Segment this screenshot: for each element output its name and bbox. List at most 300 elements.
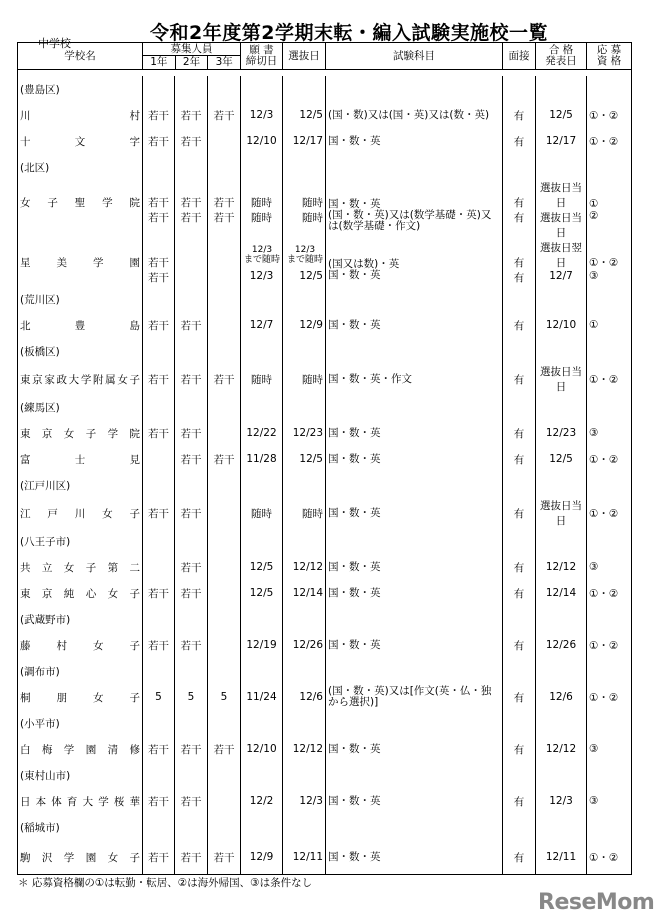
recruit-y2: 若干: [175, 788, 208, 814]
interview: 有: [503, 270, 536, 286]
empty-cell: [536, 606, 587, 632]
exam-subjects: (国・数)又は(国・英)又は(数・英): [326, 102, 503, 128]
empty-cell: [587, 762, 631, 788]
recruit-y1: 若干: [143, 270, 175, 286]
exam-date: 随時: [283, 210, 326, 240]
school-name: 東京女子学院: [20, 427, 140, 440]
region-label: (江戸川区): [18, 472, 143, 498]
header-recruit: [143, 43, 241, 69]
recruit-y1: 若干: [143, 210, 175, 240]
empty-cell: [536, 528, 587, 554]
recruit-y1: 若干: [143, 420, 175, 446]
region-label: (小平市): [18, 710, 143, 736]
eligibility: ①: [589, 198, 599, 210]
interview: 有: [503, 420, 536, 446]
application-deadline: 12/10: [241, 736, 283, 762]
eligibility: ①・②: [589, 453, 619, 466]
interview: 有: [503, 312, 536, 338]
school-name-cell: [18, 270, 143, 286]
empty-cell: [503, 606, 536, 632]
recruit-y3: 若干: [208, 736, 241, 762]
interview: 有: [503, 840, 536, 874]
application-deadline: 随時: [241, 180, 283, 210]
empty-cell: [503, 338, 536, 364]
empty-cell: [503, 394, 536, 420]
empty-cell: [241, 528, 283, 554]
recruit-y3: [208, 554, 241, 580]
result-date: 12/5: [536, 446, 587, 472]
header-eligibility: 応 募 資 格: [596, 44, 622, 67]
result-date: 12/23: [536, 420, 587, 446]
empty-cell: [175, 762, 208, 788]
recruit-y3: [208, 240, 241, 270]
eligibility: ①・②: [589, 257, 619, 269]
school-name-cell: [18, 632, 143, 658]
empty-cell: [241, 394, 283, 420]
result-date: 12/12: [536, 736, 587, 762]
table-body: [18, 70, 631, 874]
school-name: 星美学園: [20, 257, 140, 269]
empty-cell: [503, 76, 536, 102]
school-name: 日本体育大学桜華: [20, 795, 140, 808]
header-interview: 面接: [503, 43, 536, 69]
exam-date: 12/12: [283, 736, 326, 762]
empty-cell: [175, 528, 208, 554]
application-deadline: 12/2: [241, 788, 283, 814]
recruit-y1: 若干: [143, 312, 175, 338]
eligibility: ②: [589, 210, 599, 222]
empty-cell: [326, 286, 503, 312]
exam-subjects: 国・数・英・作文: [326, 364, 503, 394]
interview: 有: [503, 580, 536, 606]
empty-cell: [536, 286, 587, 312]
school-name-cell: [18, 684, 143, 710]
empty-cell: [143, 472, 175, 498]
exam-date: 12/6: [283, 684, 326, 710]
school-row: [18, 788, 631, 814]
recruit-y1: 若干: [143, 180, 175, 210]
recruit-y1: 若干: [143, 840, 175, 874]
eligibility: ①・②: [589, 507, 619, 520]
eligibility: ③: [589, 427, 599, 439]
header-recruit-label: 募集人員: [143, 43, 240, 56]
application-deadline: 12/10: [241, 128, 283, 154]
empty-cell: [536, 710, 587, 736]
exam-date: 12/5: [283, 446, 326, 472]
recruit-y3: [208, 128, 241, 154]
exam-subjects: (国又は数)・英: [326, 240, 503, 270]
header-y3: 3年: [207, 56, 240, 69]
exam-subjects: 国・数・英: [326, 270, 503, 286]
empty-cell: [143, 286, 175, 312]
empty-cell: [143, 76, 175, 102]
empty-cell: [241, 762, 283, 788]
empty-cell: [143, 528, 175, 554]
exam-subjects: 国・数・英: [326, 840, 503, 874]
exam-date: 随時: [283, 364, 326, 394]
school-name: 富士見: [20, 453, 140, 466]
empty-cell: [175, 472, 208, 498]
empty-cell: [503, 814, 536, 840]
exam-subjects: 国・数・英: [326, 580, 503, 606]
empty-cell: [587, 658, 631, 684]
empty-cell: [208, 338, 241, 364]
school-name-cell: [18, 498, 143, 528]
empty-cell: [241, 606, 283, 632]
empty-cell: [143, 762, 175, 788]
recruit-y3: [208, 312, 241, 338]
empty-cell: [175, 394, 208, 420]
recruit-y1: [143, 446, 175, 472]
result-date: 12/3: [536, 788, 587, 814]
empty-cell: [143, 338, 175, 364]
empty-cell: [143, 154, 175, 180]
school-name-cell: [18, 128, 143, 154]
empty-cell: [208, 710, 241, 736]
school-name-cell: [18, 788, 143, 814]
empty-cell: [143, 658, 175, 684]
school-row: [18, 240, 631, 270]
result-date: 選抜日翌日: [536, 240, 587, 270]
recruit-y3: 若干: [208, 210, 241, 240]
empty-cell: [326, 658, 503, 684]
empty-cell: [587, 606, 631, 632]
empty-cell: [503, 286, 536, 312]
recruit-y1: 若干: [143, 128, 175, 154]
school-name-cell: [18, 580, 143, 606]
region-row: [18, 338, 631, 364]
region-label: (練馬区): [18, 394, 143, 420]
empty-cell: [208, 76, 241, 102]
school-row: [18, 840, 631, 874]
application-deadline: 随時: [241, 498, 283, 528]
region-row: [18, 528, 631, 554]
recruit-y2: 若干: [175, 128, 208, 154]
exam-date: 12/3 まで随時: [283, 240, 326, 270]
region-row: [18, 394, 631, 420]
empty-cell: [241, 338, 283, 364]
empty-cell: [241, 154, 283, 180]
exam-date: 12/26: [283, 632, 326, 658]
interview: 有: [503, 498, 536, 528]
interview: 有: [503, 684, 536, 710]
interview: 有: [503, 446, 536, 472]
school-row: [18, 364, 631, 394]
exam-subjects: 国・数・英: [326, 554, 503, 580]
resemom-logo: ReseMom: [538, 890, 655, 915]
empty-cell: [175, 154, 208, 180]
exam-date: 12/17: [283, 128, 326, 154]
result-date: 選抜日当日: [536, 364, 587, 394]
footnote: ＊ 応募資格欄の①は転勤・転居、②は海外帰国、③は条件なし: [18, 877, 313, 889]
exam-date: 12/12: [283, 554, 326, 580]
empty-cell: [283, 472, 326, 498]
recruit-y1: 若干: [143, 580, 175, 606]
empty-cell: [175, 286, 208, 312]
interview: 有: [503, 210, 536, 240]
school-row: [18, 580, 631, 606]
empty-cell: [241, 814, 283, 840]
recruit-y3: 若干: [208, 180, 241, 210]
school-name-cell: [18, 840, 143, 874]
application-deadline: 12/3 まで随時: [241, 240, 283, 270]
interview: 有: [503, 180, 536, 210]
application-deadline: 12/22: [241, 420, 283, 446]
interview: 有: [503, 788, 536, 814]
empty-cell: [283, 154, 326, 180]
recruit-y3: [208, 498, 241, 528]
empty-cell: [587, 76, 631, 102]
empty-cell: [536, 814, 587, 840]
recruit-y1: 若干: [143, 736, 175, 762]
school-row: [18, 128, 631, 154]
school-name: 東京家政大学附属女子: [20, 373, 140, 386]
school-name-cell: [18, 312, 143, 338]
school-row: [18, 420, 631, 446]
recruit-y1: 若干: [143, 632, 175, 658]
empty-cell: [241, 76, 283, 102]
school-name-cell: [18, 102, 143, 128]
region-row: [18, 472, 631, 498]
empty-cell: [241, 472, 283, 498]
region-row: [18, 762, 631, 788]
recruit-y3: [208, 420, 241, 446]
exam-subjects: 国・数・英: [326, 736, 503, 762]
empty-cell: [208, 394, 241, 420]
school-name-cell: [18, 420, 143, 446]
empty-cell: [326, 762, 503, 788]
recruit-y2: 若干: [175, 312, 208, 338]
recruit-y2: 若干: [175, 102, 208, 128]
recruit-y2: 若干: [175, 498, 208, 528]
school-name-cell: [18, 364, 143, 394]
school-name: 白梅学園清修: [20, 743, 140, 756]
recruit-y2: 若干: [175, 632, 208, 658]
recruit-y1: 若干: [143, 240, 175, 270]
recruit-y2: 若干: [175, 364, 208, 394]
school-row: [18, 210, 631, 240]
interview: 有: [503, 736, 536, 762]
region-label: (荒川区): [18, 286, 143, 312]
school-row: [18, 102, 631, 128]
school-name: 桐朋女子: [20, 691, 140, 704]
exam-date: 12/11: [283, 840, 326, 874]
exam-subjects: 国・数・英: [326, 446, 503, 472]
recruit-y2: [175, 270, 208, 286]
empty-cell: [208, 472, 241, 498]
empty-cell: [283, 658, 326, 684]
application-deadline: 12/19: [241, 632, 283, 658]
application-deadline: 12/5: [241, 580, 283, 606]
exam-subjects: 国・数・英: [326, 632, 503, 658]
empty-cell: [503, 528, 536, 554]
empty-cell: [587, 394, 631, 420]
recruit-y2: 若干: [175, 736, 208, 762]
recruit-y2: 若干: [175, 446, 208, 472]
exam-subjects: 国・数・英: [326, 420, 503, 446]
page-title: 令和2年度第2学期末転・編入試験実施校一覧: [150, 22, 548, 44]
school-name: 駒沢学園女子: [20, 851, 140, 864]
region-row: [18, 286, 631, 312]
empty-cell: [326, 528, 503, 554]
result-date: 12/10: [536, 312, 587, 338]
result-date: 選抜日当日: [536, 180, 587, 210]
eligibility: ①・②: [589, 109, 619, 122]
school-name: 藤村女子: [20, 639, 140, 652]
recruit-y2: 若干: [175, 210, 208, 240]
region-label: (北区): [18, 154, 143, 180]
recruit-y3: [208, 788, 241, 814]
result-date: 12/11: [536, 840, 587, 874]
region-label: (稲城市): [18, 814, 143, 840]
result-date: 12/12: [536, 554, 587, 580]
exam-subjects: 国・数・英: [326, 180, 503, 210]
header-subjects: 試験科目: [326, 43, 503, 69]
exam-subjects: 国・数・英: [326, 312, 503, 338]
result-date: 12/7: [536, 270, 587, 286]
recruit-y2: 5: [175, 684, 208, 710]
empty-cell: [587, 286, 631, 312]
eligibility: ①: [589, 319, 599, 331]
school-name-cell: [18, 736, 143, 762]
result-date: 12/6: [536, 684, 587, 710]
eligibility: ③: [589, 270, 599, 282]
empty-cell: [326, 394, 503, 420]
recruit-y3: 若干: [208, 446, 241, 472]
empty-cell: [587, 814, 631, 840]
school-row: [18, 498, 631, 528]
empty-cell: [536, 76, 587, 102]
application-deadline: 12/9: [241, 840, 283, 874]
interview: 有: [503, 554, 536, 580]
empty-cell: [587, 154, 631, 180]
school-name: 女子聖学院: [20, 197, 140, 209]
school-row: [18, 270, 631, 286]
recruit-y2: [175, 240, 208, 270]
empty-cell: [175, 338, 208, 364]
header-deadline: 願 書 締切日: [241, 43, 283, 69]
recruit-y2: 若干: [175, 554, 208, 580]
region-row: [18, 154, 631, 180]
eligibility: ③: [589, 561, 599, 573]
exam-date: 12/3: [283, 788, 326, 814]
empty-cell: [283, 606, 326, 632]
empty-cell: [175, 658, 208, 684]
schools-table: [17, 42, 632, 875]
empty-cell: [326, 154, 503, 180]
region-row: [18, 710, 631, 736]
empty-cell: [536, 338, 587, 364]
empty-cell: [503, 762, 536, 788]
exam-date: 随時: [283, 498, 326, 528]
header-y2: 2年: [175, 56, 208, 69]
application-deadline: 12/5: [241, 554, 283, 580]
empty-cell: [208, 814, 241, 840]
eligibility: ①・②: [589, 851, 619, 864]
school-name-cell: [18, 240, 143, 270]
region-row: [18, 76, 631, 102]
result-date: 12/26: [536, 632, 587, 658]
table-header: [18, 43, 631, 70]
empty-cell: [326, 814, 503, 840]
application-deadline: 随時: [241, 364, 283, 394]
empty-cell: [536, 658, 587, 684]
recruit-y3: 若干: [208, 364, 241, 394]
region-label: (豊島区): [18, 76, 143, 102]
header-y1: 1年: [150, 56, 168, 68]
application-deadline: 随時: [241, 210, 283, 240]
exam-subjects: 国・数・英: [326, 788, 503, 814]
empty-cell: [175, 76, 208, 102]
recruit-y2: 若干: [175, 180, 208, 210]
recruit-y3: [208, 580, 241, 606]
exam-date: 12/9: [283, 312, 326, 338]
empty-cell: [283, 528, 326, 554]
eligibility: ①・②: [589, 373, 619, 386]
interview: 有: [503, 632, 536, 658]
empty-cell: [503, 154, 536, 180]
recruit-y2: 若干: [175, 580, 208, 606]
recruit-y1: 若干: [143, 788, 175, 814]
empty-cell: [283, 762, 326, 788]
empty-cell: [283, 394, 326, 420]
empty-cell: [283, 76, 326, 102]
eligibility: ①・②: [589, 135, 619, 148]
school-name: 北豊島: [20, 319, 140, 332]
eligibility: ①・②: [589, 587, 619, 600]
exam-subjects: (国・数・英)又は(数学基礎・英)又は(数学基礎・作文): [326, 210, 503, 240]
empty-cell: [283, 286, 326, 312]
empty-cell: [208, 606, 241, 632]
recruit-y1: 若干: [143, 364, 175, 394]
interview: 有: [503, 102, 536, 128]
region-row: [18, 658, 631, 684]
exam-date: 随時: [283, 180, 326, 210]
recruit-y1: 5: [143, 684, 175, 710]
empty-cell: [326, 338, 503, 364]
application-deadline: 12/7: [241, 312, 283, 338]
recruit-y3: 若干: [208, 102, 241, 128]
empty-cell: [536, 762, 587, 788]
header-exam-date: 選抜日: [283, 43, 326, 69]
empty-cell: [208, 154, 241, 180]
empty-cell: [241, 286, 283, 312]
application-deadline: 11/28: [241, 446, 283, 472]
recruit-y2: 若干: [175, 420, 208, 446]
header-school: 学校名: [18, 43, 143, 69]
school-row: [18, 632, 631, 658]
exam-date: 12/23: [283, 420, 326, 446]
exam-subjects: (国・数・英)又は[作文(英・仏・独から選択)]: [326, 684, 503, 710]
empty-cell: [175, 606, 208, 632]
result-date: 選抜日当日: [536, 210, 587, 240]
page-subtitle: 中学校: [38, 37, 71, 50]
school-name-cell: [18, 554, 143, 580]
school-row: [18, 312, 631, 338]
empty-cell: [326, 76, 503, 102]
school-row: [18, 446, 631, 472]
application-deadline: 12/3: [241, 102, 283, 128]
eligibility: ③: [589, 743, 599, 755]
empty-cell: [143, 394, 175, 420]
empty-cell: [536, 154, 587, 180]
school-row: [18, 554, 631, 580]
school-name: 共立女子第二: [20, 561, 140, 574]
exam-subjects: 国・数・英: [326, 128, 503, 154]
recruit-y3: 5: [208, 684, 241, 710]
interview: 有: [503, 364, 536, 394]
empty-cell: [208, 762, 241, 788]
